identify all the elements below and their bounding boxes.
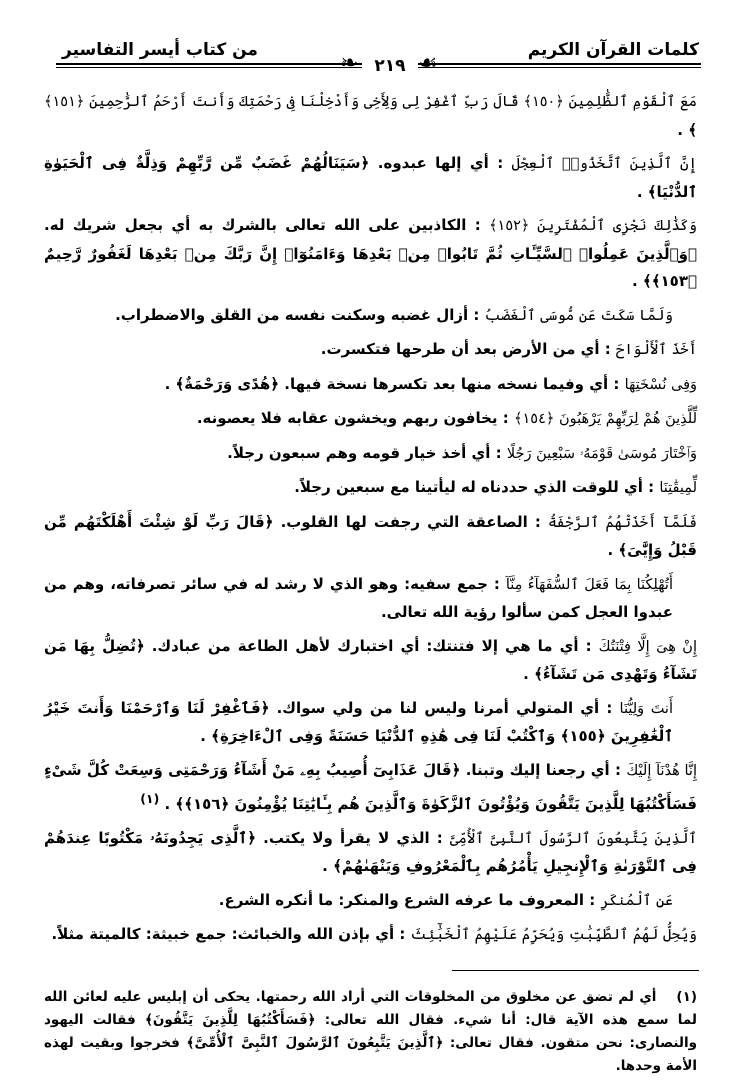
quran-phrase: أَخَذَ ٱلْأَلْوَاحَ bbox=[615, 342, 697, 358]
explanation: : جمع سفيه: وهو الذي لا رشد له في سائر تصرفاته، وهم من عبدوا العجل كمن سألوا رؤية الله تعالى. bbox=[44, 574, 673, 621]
ornament-right-icon: ☙ bbox=[418, 51, 438, 76]
paragraph bbox=[44, 302, 697, 331]
quran-phrase: فَلَمَّآ أَخَذَتْهُمُ ٱلرَّجْفَةُ bbox=[548, 514, 697, 531]
explanation: : أي أخذ خيار قومه وهم سبعون رجلاً. bbox=[227, 443, 507, 462]
quran-phrase: أَتُهْلِكُنَا بِمَا فَعَلَ ٱلسُّفَهَآءُ مِنَّآ bbox=[505, 576, 673, 593]
explanation: : أي من الأرض بعد أن طرحها فتكسرت. bbox=[320, 340, 616, 358]
quran-phrase: لِّلَّذِينَ هُمْ لِرَبِّهِمْ يَرْهَبُونَ ﴿١٥٤﴾ bbox=[514, 411, 697, 427]
book-title: كلمات القرآن الكريم bbox=[527, 40, 699, 60]
footnote-text: أي لم تضق عن مخلوق من المخلوقات التي أراد الله رحمتها. يحكى أن إبليس عليه لعائن الله لما سمع هذه الآية قال: أنا شيء. فقال الله تعالى: ﴿فَسَأَكْتُبُهَا لِلَّذِينَ يَتَّقُونَ﴾ فقالت اليهود والنصارى: نحن متقون. فقال تعالى: ﴿ٱلَّذِينَ يَتَّبِعُونَ ٱلرَّسُولَ ٱلنَّبِىَّ ٱلْأُمِّىَّ﴾ فخرجوا وبقيت لهذه الأمة وحدها. bbox=[44, 989, 697, 1074]
paragraph bbox=[44, 633, 697, 689]
explanation: : الذي لا يقرأ ولا يكتب. ﴿ٱلَّذِى يَجِدُونَهُۥ مَكْتُوبًا عِندَهُمْ فِى ٱلتَّوْرَىٰةِ وَٱلْإِنجِيلِ يَأْمُرُهُم بِٱلْمَعْرُوفِ وَيَنْهَىٰهُمْ﴾ . bbox=[44, 828, 697, 875]
explanation: : أي وفيما نسخه منها بعد تكسرها نسخة فيها. ﴿هُدًى وَرَحْمَةٌ﴾ . bbox=[164, 374, 625, 393]
explanation: : أي إلها عبدوه. ﴿سَيَنَالُهُمْ غَضَبٌ مِّن رَّبِّهِمْ وَذِلَّةٌ فِى ٱلْحَيَوٰةِ ٱلدُّنْيَا﴾ . bbox=[44, 154, 697, 201]
paragraph bbox=[44, 921, 697, 950]
paragraph bbox=[44, 474, 697, 503]
paragraph bbox=[44, 695, 697, 751]
quran-phrase: مَعَ ٱلْقَوْمِ ٱلظَّٰلِمِينَ ﴿١٥٠﴾ قَالَ رَبِّ ٱغْفِرْ لِى وَلِأَخِى وَأَدْخِلْنَا فِى رَحْمَتِكَ وَأَنتَ أَرْحَمُ ٱلرَّٰحِمِينَ ﴿١٥١﴾ bbox=[44, 94, 697, 110]
paragraph bbox=[44, 509, 697, 565]
explanation: : يخافون ربهم ويخشون عقابه فلا يعصونه. bbox=[196, 409, 514, 427]
source-title: من كتاب أيسر التفاسير bbox=[62, 40, 258, 60]
footnote bbox=[44, 986, 697, 1078]
paragraph bbox=[44, 757, 697, 819]
main-text bbox=[44, 88, 697, 956]
quran-phrase: أَنتَ وَلِيُّنَا bbox=[619, 700, 673, 717]
paragraph bbox=[44, 405, 697, 434]
explanation: : أي المتولي أمرنا وليس لنا من ولي سواك. ﴿فَٱغْفِرْ لَنَا وَٱرْحَمْنَا وَأَنتَ خَيْرُ ٱلْغَٰفِرِينَ ﴿١٥٥﴾ وَٱكْتُبْ لَنَا فِى هَٰذِهِ ٱلدُّنْيَا حَسَنَةً وَفِى ٱلْءَاخِرَةِ﴾ . bbox=[44, 698, 673, 745]
footnote-ref: (١) bbox=[140, 791, 160, 806]
paragraph bbox=[44, 440, 697, 469]
explanation: : الصاعقة التي رجفت لها القلوب. ﴿قَالَ رَبِّ لَوْ شِئْتَ أَهْلَكْتَهُم مِّن قَبْلُ وَإِيَّٰىَ﴾ . bbox=[44, 512, 697, 559]
quran-phrase: إِنْ هِىَ إِلَّا فِتْنَتُكَ bbox=[598, 638, 697, 655]
explanation: : أي للوقت الذي حددناه له ليأتينا مع سبعين رجلاً. bbox=[294, 478, 660, 496]
quran-phrase: عَنِ ٱلْمُنكَرِ bbox=[600, 892, 673, 909]
quran-phrase: لِّمِيقَٰتِنَا bbox=[659, 480, 697, 496]
paragraph bbox=[44, 212, 697, 296]
quran-phrase: إِنَّ ٱلَّذِينَ ٱتَّخَذُوا۟ ٱلْعِجْلَ bbox=[511, 156, 697, 172]
quran-phrase: إِنَّا هُدْنَآ إِلَيْكَ bbox=[626, 762, 697, 779]
explanation: : أزال غضبه وسكنت نفسه من القلق والاضطراب. bbox=[115, 305, 485, 324]
paragraph bbox=[44, 150, 697, 206]
paragraph bbox=[44, 571, 697, 627]
explanation: : أي بإذن الله والخبائث: جمع خبيثة: كالميتة مثلاً. bbox=[51, 925, 411, 943]
paragraph bbox=[44, 825, 697, 881]
quran-phrase: وَكَذَٰلِكَ نَجْزِى ٱلْمُفْتَرِينَ ﴿١٥٢﴾ bbox=[489, 218, 697, 234]
quran-phrase: وَلَمَّا سَكَتَ عَن مُّوسَى ٱلْغَضَبُ bbox=[484, 307, 673, 324]
quran-phrase: وَيُحِلُّ لَهُمُ ٱلطَّيِّبَٰتِ وَيُحَرِّمُ عَلَيْهِمُ ٱلْخَبَٰٓئِثَ bbox=[410, 927, 697, 943]
explanation: : الكاذبين على الله تعالى بالشرك به أي بجعل شريك له. ﴿وَٱلَّذِينَ عَمِلُوا۟ ٱلسَّيِّـَٔاتِ ثُمَّ تَابُوا۟ مِنۢ بَعْدِهَا وَءَامَنُوٓا۟ إِنَّ رَبَّكَ مِنۢ بَعْدِهَا لَغَفُورٌ رَّحِيمٌ ﴿١٥٣﴾﴾ . bbox=[44, 216, 697, 290]
footnote-rule bbox=[452, 970, 699, 971]
footnote-marker: (١) bbox=[676, 989, 697, 1005]
quran-phrase: ٱلَّذِينَ يَتَّبِعُونَ ٱلرَّسُولَ ٱلنَّبِىَّ ٱلْأُمِّىَّ bbox=[449, 830, 697, 847]
ornament-left-icon: ❧ bbox=[340, 51, 359, 76]
paragraph bbox=[44, 88, 697, 144]
paragraph bbox=[44, 371, 697, 400]
paragraph bbox=[44, 887, 697, 916]
explanation: : أي رجعنا إليك وتبنا. ﴿قَالَ عَذَابِىٓ أُصِيبُ بِهِۦ مَنْ أَشَآءُ وَرَحْمَتِى وَسِعَتْ كُلَّ شَىْءٍ فَسَأَكْتُبُهَا لِلَّذِينَ يَتَّقُونَ وَيُؤْتُونَ ٱلزَّكَوٰةَ وَٱلَّذِينَ هُم بِـَٔايَٰتِنَا يُؤْمِنُونَ ﴿١٥٦﴾﴾ . bbox=[44, 760, 697, 813]
page-number: ٢١٩ bbox=[362, 56, 418, 76]
paragraph bbox=[44, 336, 697, 365]
explanation: : المعروف ما عرفه الشرع والمنكر: ما أنكره الشرع. bbox=[218, 890, 601, 909]
explanation: ﴾ . bbox=[677, 120, 697, 139]
explanation: : أي ما هي إلا فتنتك: أي اختبارك لأهل الطاعة من عبادك. ﴿تُضِلُّ بِهَا مَن تَشَآءُ وَتَهْدِى مَن تَشَآءُ﴾ . bbox=[44, 636, 697, 683]
quran-phrase: وَفِى نُسْخَتِهَا bbox=[624, 376, 697, 393]
quran-phrase: وَٱخْتَارَ مُوسَىٰ قَوْمَهُۥ سَبْعِينَ رَجُلًا bbox=[506, 445, 697, 462]
